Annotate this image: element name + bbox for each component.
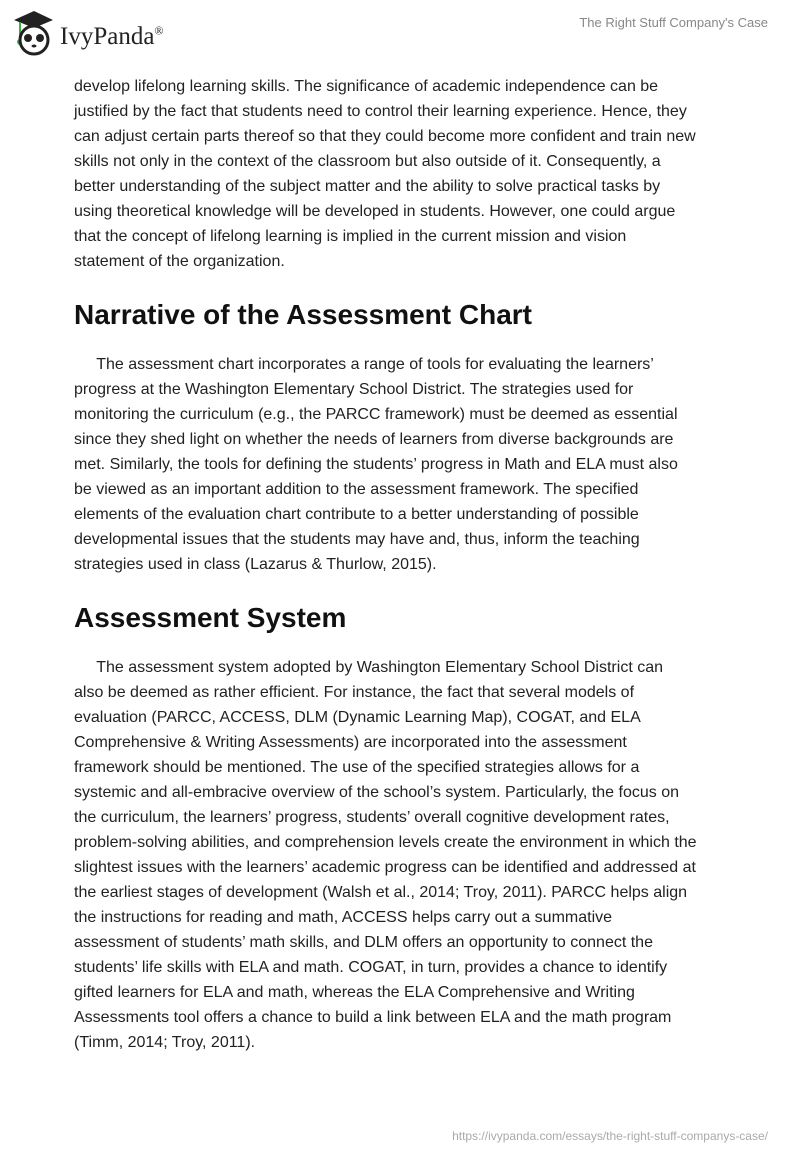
text-line: that the concept of lifelong learning is implied in the current mission and vision — [74, 228, 627, 245]
heading-narrative: Narrative of the Assessment Chart — [74, 299, 533, 330]
text-line: be viewed as an important addition to the assessment framework. The specified — [74, 481, 639, 498]
registered-mark: ® — [154, 23, 164, 38]
text-line: framework should be mentioned. The use of the specified strategies allows for a — [74, 759, 640, 776]
text-line: (Timm, 2014; Troy, 2011). — [74, 1034, 256, 1051]
text-line: using theoretical knowledge will be developed in students. However, one could argue — [74, 203, 676, 220]
essay-body — [74, 74, 754, 1055]
text-line: also be deemed as rather efficient. For instance, the fact that several models of — [74, 684, 635, 701]
text-line: justified by the fact that students need to control their learning experience. Hence, they — [74, 103, 687, 120]
brand-name: IvyPanda — [60, 23, 155, 50]
text-line: systemic and all-embracive overview of the school’s system. Particularly, the focus on — [74, 784, 679, 801]
text-line: the instructions for reading and math, ACCESS helps carry out a summative — [74, 909, 613, 926]
text-line: The assessment chart incorporates a range of tools for evaluating the learners’ — [74, 356, 654, 373]
text-line: develop lifelong learning skills. The significance of academic independence can be — [74, 78, 659, 95]
source-url-link[interactable]: https://ivypanda.com/essays/the-right-stuff-companys-case/ — [452, 1129, 768, 1143]
heading-assessment-system: Assessment System — [74, 602, 347, 633]
text-line: better understanding of the subject matter and the ability to solve practical tasks by — [74, 178, 661, 195]
paragraph-assessment-system — [74, 655, 754, 1055]
text-line: elements of the evaluation chart contribute to a better understanding of possible — [74, 506, 639, 523]
text-line: since they shed light on whether the needs of learners from diverse backgrounds are — [74, 431, 674, 448]
text-line: gifted learners for ELA and math, whereas the ELA Comprehensive and Writing — [74, 984, 635, 1001]
paragraph-narrative — [74, 352, 754, 577]
text-line: students’ life skills with ELA and math. COGAT, in turn, provides a chance to identify — [74, 959, 668, 976]
text-line: problem-solving abilities, and comprehension levels create the environment in which the — [74, 834, 697, 851]
text-line: slightest issues with the learners’ academic progress can be identified and addressed at — [74, 859, 696, 876]
text-line: met. Similarly, the tools for defining the students’ progress in Math and ELA must also — [74, 456, 678, 473]
text-line: strategies used in class (Lazarus & Thurlow, 2015). — [74, 556, 437, 573]
text-line: Comprehensive & Writing Assessments) are incorporated into the assessment — [74, 734, 627, 751]
text-line: Assessments tool offers a chance to build a link between ELA and the math program — [74, 1009, 672, 1026]
text-line: can adjust certain parts thereof so that they could become more confident and train new — [74, 128, 696, 145]
text-line: progress at the Washington Elementary School District. The strategies used for — [74, 381, 634, 398]
text-line: the curriculum, the learners’ progress, students’ overall cognitive development rates, — [74, 809, 670, 826]
panda-graduate-icon — [12, 8, 54, 56]
text-line: skills not only in the context of the classroom but also outside of it. Consequently, a — [74, 153, 661, 170]
text-line: The assessment system adopted by Washington Elementary School District can — [74, 659, 663, 676]
text-line: the earliest stages of development (Walsh et al., 2014; Troy, 2011). PARCC helps align — [74, 884, 688, 901]
text-line: evaluation (PARCC, ACCESS, DLM (Dynamic Learning Map), COGAT, and ELA — [74, 709, 641, 726]
text-line: monitoring the curriculum (e.g., the PARCC framework) must be deemed as essential — [74, 406, 678, 423]
text-line: assessment of students’ math skills, and DLM offers an opportunity to connect the — [74, 934, 653, 951]
ivypanda-logo[interactable] — [12, 8, 164, 56]
text-line: developmental issues that the students may have and, thus, inform the teaching — [74, 531, 640, 548]
document-title: The Right Stuff Company's Case — [579, 15, 768, 30]
text-line: statement of the organization. — [74, 253, 285, 270]
paragraph-lifelong-learning — [74, 74, 754, 274]
